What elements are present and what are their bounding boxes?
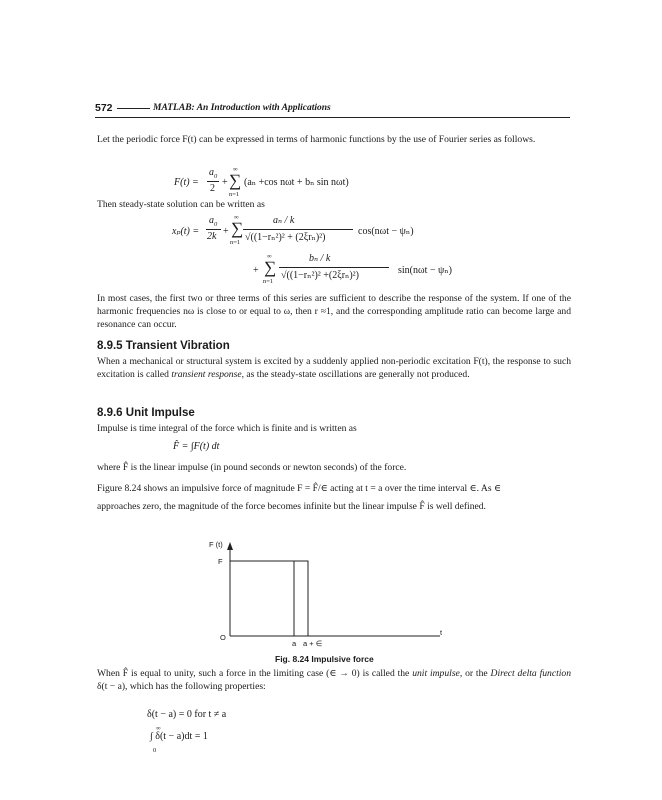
eq-fourier-sum-bot: n=1 — [229, 191, 240, 198]
harmonics-paragraph: In most cases, the first two or three terms of this series are sufficient to describe the response of the system. If one of the harmonic frequencies nω is close to or equal to ω, then r ≈1, and the corresponding amplitude ratio can become large and resonance can occur. — [97, 293, 571, 330]
eq-fourier-body: (aₙ +cos nωt + bₙ sin nωt) — [244, 177, 349, 188]
eq-fourier-sum-top: ∞ — [233, 166, 238, 173]
tick-a-label: a — [292, 639, 297, 648]
eq-fourier-plus: + — [222, 177, 228, 188]
integral-upper-limit: ∞ — [156, 725, 161, 732]
eq-fourier-a0-sub: 0 — [214, 173, 218, 180]
eq-steady-lhs: xₚ(t) = — [172, 226, 200, 237]
delta-property-2: ∫ δ(t − a)dt = 1 — [150, 731, 208, 742]
transient-text-a: When a mechanical or structural system is excited by a suddenly applied non-periodic excitation F(t), the response to such excitation is called — [97, 356, 571, 380]
direct-delta-term: Direct delta function — [490, 668, 572, 679]
header-dash — [117, 108, 150, 109]
eq-steady-sum2-icon: ∑ — [264, 258, 277, 277]
y-axis-arrow-icon — [227, 542, 233, 550]
impulse-equation: F̂ = ∫F(t) dt — [173, 441, 220, 452]
figure-ref-line-1: Figure 8.24 shows an impulsive force of magnitude F = F̂/∈ acting at t = a over the time interval ∈. As ∈ — [97, 483, 502, 494]
figure-ref-line-2: approaches zero, the magnitude of the force becomes infinite but the linear impulse F̂ is well defined. — [97, 501, 486, 512]
y-axis-label: F (t) — [209, 540, 223, 549]
eq-steady-sum-icon: ∑ — [231, 219, 244, 238]
eq-steady-frac-line-2 — [243, 229, 353, 230]
header-rule — [95, 117, 570, 118]
force-label: F — [218, 557, 223, 566]
impulse-where: where F̂ is the linear impulse (in pound seconds or newton seconds) of the force. — [97, 462, 407, 473]
eq-fourier-lhs: F(t) = — [174, 177, 199, 188]
unit-impulse-text-c: δ(t − a), which has the following properties: — [97, 681, 266, 692]
integral-lower-limit: 0 — [153, 747, 157, 754]
eq-fourier-den: 2 — [210, 183, 215, 194]
eq-steady-plus: + — [223, 226, 229, 237]
delta-property-1: δ(t − a) = 0 for t ≠ a — [147, 709, 227, 720]
eq-steady-num1-letter: a — [209, 215, 214, 226]
eq-steady-den1: 2k — [207, 231, 217, 242]
eq-steady-sum2-bot: n=1 — [263, 278, 274, 285]
unit-impulse-text-a: When F̂ is equal to unity, such a force in the limiting case (∈ → 0) is called the — [97, 668, 413, 679]
eq-steady-trig1: cos(nωt − ψₙ) — [358, 226, 414, 237]
eq-steady-num1 — [209, 215, 217, 228]
page-number: 572 — [95, 102, 113, 114]
eq-steady-plus2: + — [253, 265, 259, 276]
eq-fourier-frac-line — [207, 181, 219, 182]
intro-paragraph: Let the periodic force F(t) can be expressed in terms of harmonic functions by the use of Fourier series as follows. — [97, 134, 536, 145]
t-axis-label: t — [440, 628, 443, 637]
tick-a-plus-e-label: a + ∈ — [303, 639, 323, 648]
origin-label: O — [220, 633, 226, 642]
figure-caption: Fig. 8.24 Impulsive force — [275, 654, 374, 664]
steady-intro: Then steady-state solution can be written as — [97, 199, 265, 210]
unit-impulse-text-b: , or the — [459, 668, 491, 679]
heading-unit-impulse: 8.9.6 Unit Impulse — [97, 407, 195, 419]
eq-steady-frac-line-3 — [279, 267, 389, 268]
transient-paragraph — [97, 355, 571, 381]
eq-fourier-sum-icon: ∑ — [229, 171, 242, 190]
impulse-pulse — [294, 561, 308, 636]
eq-fourier-a0 — [209, 167, 217, 180]
eq-steady-frac-line-1 — [206, 229, 221, 230]
eq-steady-sum2-top: ∞ — [267, 253, 272, 260]
transient-term: transient response — [171, 369, 242, 380]
eq-steady-num3: bₙ / k — [309, 253, 331, 264]
unit-impulse-paragraph — [97, 667, 571, 693]
heading-transient-vibration: 8.9.5 Transient Vibration — [97, 340, 230, 352]
eq-steady-sum-top: ∞ — [234, 214, 239, 221]
impulse-paragraph: Impulse is time integral of the force which is finite and is written as — [97, 423, 357, 434]
eq-steady-num2: aₙ / k — [273, 215, 295, 226]
eq-steady-num1-sub: 0 — [214, 221, 218, 228]
eq-steady-den3: √((1−rₙ²)² +(2ξrₙ)²) — [281, 270, 360, 281]
transient-text-b: , as the steady-state oscillations are generally not produced. — [241, 369, 470, 380]
eq-steady-den2: √((1−rₙ²)² + (2ξrₙ)²) — [245, 232, 326, 243]
unit-impulse-term: unit impulse — [412, 668, 460, 679]
running-title: MATLAB: An Introduction with Applications — [153, 103, 331, 113]
eq-steady-trig2: sin(nωt − ψₙ) — [398, 265, 452, 276]
eq-steady-sum-bot: n=1 — [230, 239, 241, 246]
eq-fourier-a0-letter: a — [209, 167, 214, 178]
